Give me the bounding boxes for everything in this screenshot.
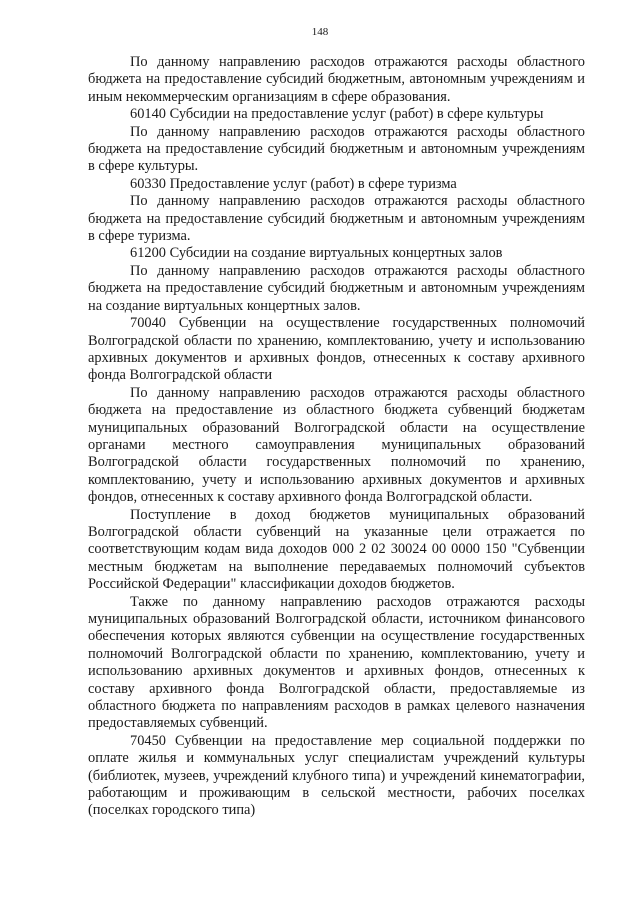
heading-61200: 61200 Субсидии на создание виртуальных концертных залов [130, 245, 503, 262]
page-number: 148 [311, 26, 329, 38]
paragraph-7: Также по данному направлению расходов отражаются расходы муниципальных образований Волгоградской области, источником финансового обеспечения которых являются субвенции на осуществление государственных полномочий Волгоградской области по хранению, комплектованию, учету и использованию архивных документов и архивных фондов, отнесенных к составу архивного фонда Волгоградской области, предоставляемые из областного бюджета по направлениям расходов в рамках целевого назначения предоставляемых субвенций. [88, 593, 585, 732]
heading-60140: 60140 Субсидии на предоставление услуг (работ) в сфере культуры [130, 106, 544, 123]
document-body [88, 54, 585, 820]
paragraph-2: По данному направлению расходов отражаются расходы областного бюджета на предоставление субсидий бюджетным и автономным учреждениям в сфере культуры. [88, 123, 585, 175]
paragraph-5: По данному направлению расходов отражаются расходы областного бюджета на предоставление из областного бюджета субвенций бюджетам муниципальных образований Волгоградской области на осуществление органами местного самоуправления муниципальных образований Волгоградской области государственных полномочий по хранению, комплектованию, учету и использованию архивных документов и архивных фондов, отнесенных к составу архивного фонда Волгоградской области. [88, 384, 585, 506]
paragraph-4: По данному направлению расходов отражаются расходы областного бюджета на предоставление субсидий бюджетным и автономным учреждениям на создание виртуальных концертных залов. [88, 262, 585, 314]
heading-70040: 70040 Субвенции на осуществление государственных полномочий Волгоградской области по хранению, комплектованию, учету и использованию архивных документов и архивных фондов, отнесенных к составу архивного фонда Волгоградской области [88, 315, 585, 384]
paragraph-6: Поступление в доход бюджетов муниципальных образований Волгоградской области субвенций на указанные цели отражается по соответствующим кодам вида доходов 000 2 02 30024 00 0000 150 "Субвенции местным бюджетам на выполнение передаваемых полномочий субъектов Российской Федерации" классификации доходов бюджетов. [88, 506, 585, 593]
paragraph-1: По данному направлению расходов отражаются расходы областного бюджета на предоставление субсидий бюджетным, автономным учреждениям и иным некоммерческим организациям в сфере образования. [88, 54, 585, 105]
heading-70450: 70450 Субвенции на предоставление мер социальной поддержки по оплате жилья и коммунальных услуг специалистам учреждений культуры (библиотек, музеев, учреждений клубного типа) и учреждений кинематографии, работающим и проживающим в сельской местности, рабочих поселках (поселках городского типа) [88, 732, 585, 819]
heading-60330: 60330 Предоставление услуг (работ) в сфере туризма [130, 175, 457, 192]
paragraph-3: По данному направлению расходов отражаются расходы областного бюджета на предоставление субсидий бюджетным и автономным учреждениям в сфере туризма. [88, 193, 585, 245]
